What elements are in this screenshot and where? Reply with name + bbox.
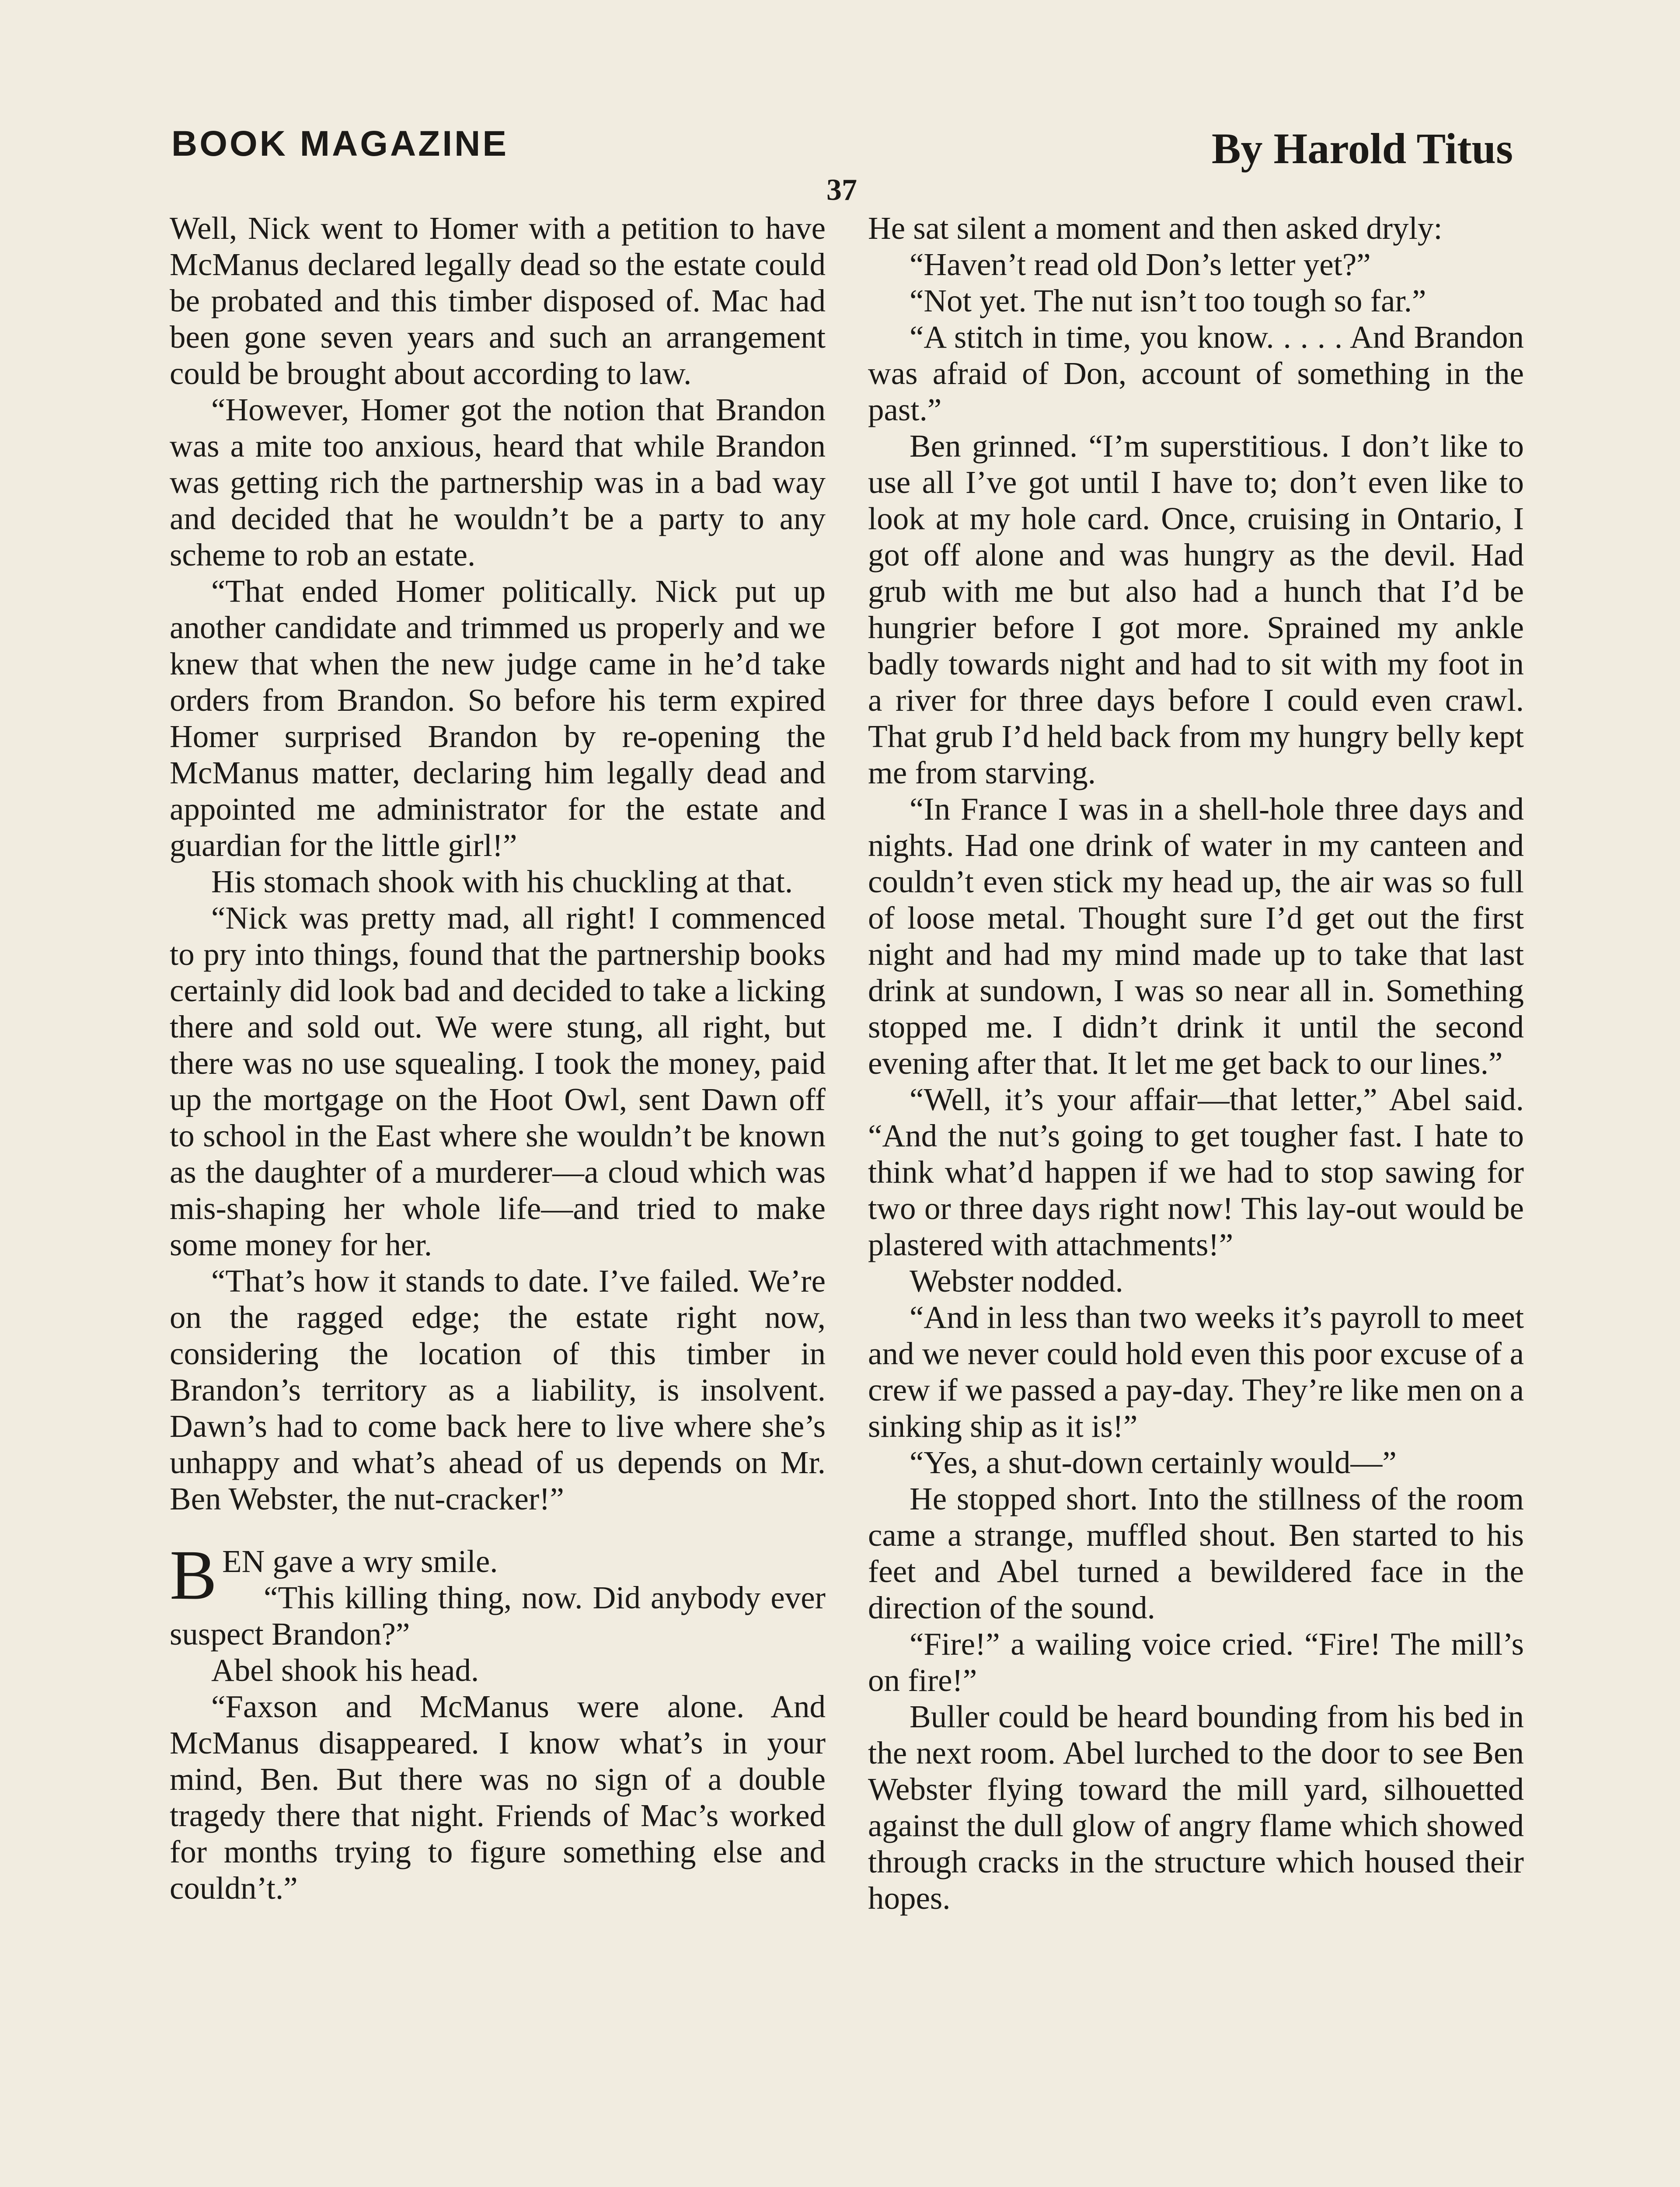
paragraph: Well, Nick went to Homer with a petition to have McManus declared legally dead so the estate could be probated and this timber disposed of. Mac had been gone seven years and such an arrangement could be brought about according to law. xyxy=(170,210,826,391)
paragraph: “Yes, a shut-down certainly would—” xyxy=(910,1445,1397,1480)
left-column xyxy=(170,210,826,1906)
paragraph: “However, Homer got the notion that Brandon was a mite too anxious, heard that while Brandon was getting rich the partnership was in a bad way and decided that he wouldn’t be a party to any scheme to rob an estate. xyxy=(170,392,826,573)
paragraph: “Not yet. The nut isn’t too tough so far.” xyxy=(910,283,1426,318)
paragraph: Abel shook his head. xyxy=(211,1652,479,1688)
section-opening xyxy=(170,1536,826,1614)
paragraph: Webster nodded. xyxy=(910,1263,1123,1299)
paragraph: “That ended Homer politically. Nick put up another candidate and trimmed us properly and we knew that when the new judge came in he’d take orders from Brandon. So before his term expired Homer surprised Brandon by re-opening the McManus matter, declaring him legally dead and appointed me administrator for the estate and guardian for the little girl!” xyxy=(170,573,826,863)
author-byline: By Harold Titus xyxy=(1211,124,1513,173)
publication-name: BOOK MAGAZINE xyxy=(171,124,509,164)
paragraph: He stopped short. Into the stillness of the room came a strange, muffled shout. Ben started to his feet and Abel turned a bewildered face in the direction of the sound. xyxy=(868,1481,1524,1625)
paragraph: “And in less than two weeks it’s payroll to meet and we never could hold even this poor excuse of a crew if we passed a pay-day. They’re like men on a sinking ship as it is!” xyxy=(868,1300,1524,1444)
paragraph: “This killing thing, now. Did anybody ever suspect Brandon?” xyxy=(170,1580,826,1652)
section-opening-text: EN gave a wry smile. xyxy=(222,1544,498,1579)
paragraph: “Well, it’s your affair—that letter,” Abel said. “And the nut’s going to get tougher fast. I hate to think what’d happen if we had to stop sawing for two or three days right now! This lay-out would be plastered with attachments!” xyxy=(868,1082,1524,1262)
paragraph: “Haven’t read old Don’s letter yet?” xyxy=(910,247,1371,282)
drop-cap: B xyxy=(170,1536,217,1614)
paragraph: “In France I was in a shell-hole three days and nights. Had one drink of water in my canteen and couldn’t even stick my head up, the air was so full of loose metal. Thought sure I’d get out the first night and had my mind made up to take that last drink at sundown, I was so near all in. Something stopped me. I didn’t drink it until the second evening after that. It let me get back to our lines.” xyxy=(868,791,1524,1081)
page-number: 37 xyxy=(826,173,857,207)
paragraph: His stomach shook with his chuckling at that. xyxy=(211,864,793,899)
paragraph: “A stitch in time, you know. . . . . And Brandon was afraid of Don, account of something in the past.” xyxy=(868,319,1524,427)
paragraph: “Fire!” a wailing voice cried. “Fire! The mill’s on fire!” xyxy=(868,1626,1524,1698)
paragraph: “Faxson and McManus were alone. And McManus disappeared. I know what’s in your mind, Ben. But there was no sign of a double tragedy there that night. Friends of Mac’s worked for months trying to figure something else and couldn’t.” xyxy=(170,1689,826,1906)
paragraph: Buller could be heard bounding from his bed in the next room. Abel lurched to the door to see Ben Webster flying toward the mill yard, silhouetted against the dull glow of angry flame which showed through cracks in the structure which housed their hopes. xyxy=(868,1699,1524,1916)
paragraph: He sat silent a moment and then asked dryly: xyxy=(868,210,1443,246)
paragraph: Ben grinned. “I’m superstitious. I don’t like to use all I’ve got until I have to; don’t even like to look at my hole card. Once, cruising in Ontario, I got off alone and was hungry as the devil. Had grub with me but also had a hunch that I’d be hungrier before I got more. Sprained my ankle badly towards night and had to sit with my foot in a river for three days before I could even crawl. That grub I’d held back from my hungry belly kept me from starving. xyxy=(868,428,1524,790)
right-column xyxy=(868,210,1524,1916)
paragraph: “Nick was pretty mad, all right! I commenced to pry into things, found that the partnership books certainly did look bad and decided to take a licking there and sold out. We were stung, all right, but there was no use squealing. I took the money, paid up the mortgage on the Hoot Owl, sent Dawn off to school in the East where she wouldn’t be known as the daughter of a murderer—a cloud which was mis-shaping her whole life—and tried to make some money for her. xyxy=(170,900,826,1262)
paragraph: “That’s how it stands to date. I’ve failed. We’re on the ragged edge; the estate right now, considering the location of this timber in Brandon’s territory as a liability, is insolvent. Dawn’s had to come back here to live where she’s unhappy and what’s ahead of us depends on Mr. Ben Webster, the nut-cracker!” xyxy=(170,1263,826,1516)
